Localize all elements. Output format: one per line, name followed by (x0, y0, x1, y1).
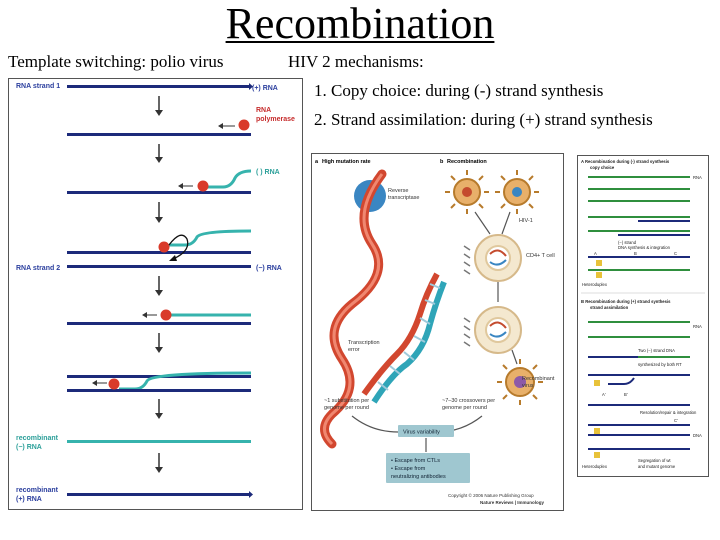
virion-marks (464, 246, 470, 274)
rna-strand (588, 188, 690, 190)
hiv1-label: HIV-1 (519, 218, 533, 224)
strand1-label: RNA strand 1 (16, 83, 61, 90)
template-strand-line (67, 322, 251, 325)
virus-icon (445, 170, 489, 214)
nascent-strand (169, 231, 251, 245)
polymerase-label-line2: polymerase (256, 116, 295, 123)
section-b-title: B Recombination during (+) strand synthesis (581, 299, 671, 304)
two-strand-note-1: Two (−) strand DNA (638, 348, 675, 353)
rna-strand (588, 216, 690, 218)
substitution-rate-line1: ~1 substitution per (324, 398, 370, 404)
copyright-line: Copyright © 2006 Nature Publishing Group (448, 493, 534, 498)
dna-strand (588, 374, 690, 376)
panel-a-title: High mutation rate (322, 159, 371, 165)
dna-strand (588, 256, 690, 258)
flow-arrow (352, 416, 398, 432)
transcription-error-line1: Transcription (348, 340, 380, 346)
mutation-marker (596, 260, 602, 266)
letter-a: A (594, 251, 597, 256)
segregation-note-1: Segregation of wt (638, 458, 671, 463)
recombinant-plus-arrowhead (249, 491, 253, 498)
virus-icon (495, 170, 539, 214)
dna-strand (588, 448, 690, 450)
rna-strand (638, 356, 690, 358)
rna-strand (588, 176, 690, 178)
page-title: Recombination (225, 0, 495, 48)
hiv-heading: HIV 2 mechanisms: (288, 52, 424, 71)
recombinant-minus-label-line2: (−) RNA (16, 444, 42, 451)
journal-line: Nature Reviews | Immunology (480, 500, 545, 505)
recombinant-plus-strand-part2 (157, 493, 249, 496)
down-arrow-icon (155, 157, 163, 163)
process-arrow (512, 350, 517, 364)
direction-arrowhead (178, 183, 183, 189)
rna-strand (588, 200, 690, 202)
recombinant-virus-line1: Recombinant (522, 376, 555, 382)
infection-arrow (475, 212, 490, 234)
mechanism-strand-assimilation: 2. Strand assimilation: during (+) strand synthesis (314, 110, 653, 129)
rt-label-line1: Reverse (388, 188, 409, 194)
recombinant-plus-label-line2: (+) RNA (16, 496, 42, 503)
panel-b-letter: b (440, 159, 444, 165)
heteroduplex-label-b: Heteroduplex (582, 464, 607, 469)
virus-variability-label: Virus variability (403, 429, 440, 436)
strand1-sense-label: (+) RNA (252, 85, 278, 92)
letter-b-prime: B' (624, 392, 628, 397)
virion-marks (464, 318, 470, 346)
down-arrow-icon (155, 413, 163, 419)
mutation-marker (596, 272, 602, 278)
virus-icon (497, 359, 543, 405)
direction-arrowhead (142, 312, 147, 318)
nascent-strand (207, 171, 251, 187)
substitution-rate-line2: genome per round (324, 405, 369, 411)
recombinant-plus-label-line1: recombinant (16, 487, 59, 494)
minus-strand-note-2: DNA synthesis & integration (618, 245, 670, 250)
dna-strand (588, 404, 690, 406)
dna-strand (638, 220, 690, 222)
rna-strand (588, 336, 690, 338)
transcription-error-line2: error (348, 347, 360, 353)
polymerase-ball-icon (159, 242, 170, 253)
section-a-title: A Recombination during (-) strand synthesis (581, 159, 670, 164)
polio-template-switching-figure (8, 78, 303, 510)
cd4-label: CD4+ T cell (526, 253, 555, 259)
dna-strand (618, 234, 690, 236)
template-strand-line (67, 389, 251, 392)
mechanism-copy-choice: 1. Copy choice: during (-) strand synthesis (314, 81, 604, 100)
polymerase-ball-icon (239, 120, 250, 131)
rna-strand (588, 321, 690, 323)
down-arrow-icon (155, 110, 163, 116)
letter-c-prime: C' (674, 418, 678, 423)
strand1-line (67, 85, 249, 88)
down-arrow-icon (155, 347, 163, 353)
down-arrow-icon (155, 217, 163, 223)
heteroduplex-label-a: Heteroduplex (582, 282, 607, 287)
strand2-label: RNA strand 2 (16, 265, 61, 272)
letter-a-prime: A' (602, 392, 606, 397)
section-a-subtitle: copy choice (590, 165, 615, 170)
segregation-note-2: and mutant genome (638, 464, 676, 469)
escape-item-3: neutralizing antibodies (391, 474, 446, 480)
polymerase-ball-icon (109, 379, 120, 390)
letter-c: C (674, 251, 678, 256)
panel-a-letter: a (315, 159, 319, 165)
direction-arrowhead (218, 123, 223, 129)
direction-arrowhead (92, 380, 97, 386)
down-arrow-icon (155, 467, 163, 473)
crossover-rate-line2: genome per round (442, 405, 487, 411)
dna-helix-icon (364, 274, 444, 402)
dna-strand (588, 424, 690, 426)
polymerase-ball-icon (161, 310, 172, 321)
cell-icon (475, 307, 521, 353)
hiv-variability-figure (311, 153, 564, 511)
template-strand-line (67, 191, 251, 194)
escape-item-1: • Escape from CTLs (391, 458, 440, 464)
recombinant-plus-strand-part1 (67, 493, 157, 496)
panel-b-title: Recombination (447, 159, 487, 165)
polymerase-label-line1: RNA (256, 107, 272, 114)
dna-strand (588, 434, 690, 436)
recombinant-minus-label-line1: recombinant (16, 435, 59, 442)
minus-strand-note-1: (−) strand (618, 240, 637, 245)
rna-label: RNA (693, 175, 702, 180)
polymerase-ball-icon (198, 181, 209, 192)
switch-arrowhead (169, 255, 177, 261)
cell-icon (475, 235, 521, 281)
mutation-marker (594, 452, 600, 458)
nascent-label: ( ) RNA (256, 169, 280, 176)
strand2-sense-label: (−) RNA (256, 265, 282, 272)
section-b-subtitle: strand assimilation (590, 305, 629, 310)
recombinant-minus-strand (67, 440, 251, 443)
rt-label-line2: transcriptase (388, 195, 420, 201)
rna-strand (588, 230, 690, 232)
assimilating-strand (608, 378, 634, 384)
letter-b: B (634, 251, 637, 256)
hiv-recombination-mechanisms-figure (577, 155, 709, 477)
template-strand-line (67, 133, 251, 136)
dna-label: DNA (693, 433, 702, 438)
polio-heading: Template switching: polio virus (8, 52, 224, 71)
two-strand-note-2: synthesized by both RT (638, 362, 682, 367)
rna-strand (588, 269, 690, 271)
mutation-marker (594, 380, 600, 386)
strand2-line (67, 265, 251, 268)
resolution-note: Resolution/repair & integration (640, 410, 697, 415)
dna-strand (588, 356, 638, 358)
template-strand-line (67, 251, 251, 254)
recombinant-virus-line2: virus (522, 383, 534, 389)
mutation-marker (594, 428, 600, 434)
down-arrow-icon (155, 290, 163, 296)
rna-label-b: RNA (693, 324, 702, 329)
infection-arrow (502, 212, 510, 234)
switch-arrow (169, 235, 188, 259)
crossover-rate-line1: ~7–30 crossovers per (442, 398, 496, 404)
escape-item-2: • Escape from (391, 466, 426, 472)
